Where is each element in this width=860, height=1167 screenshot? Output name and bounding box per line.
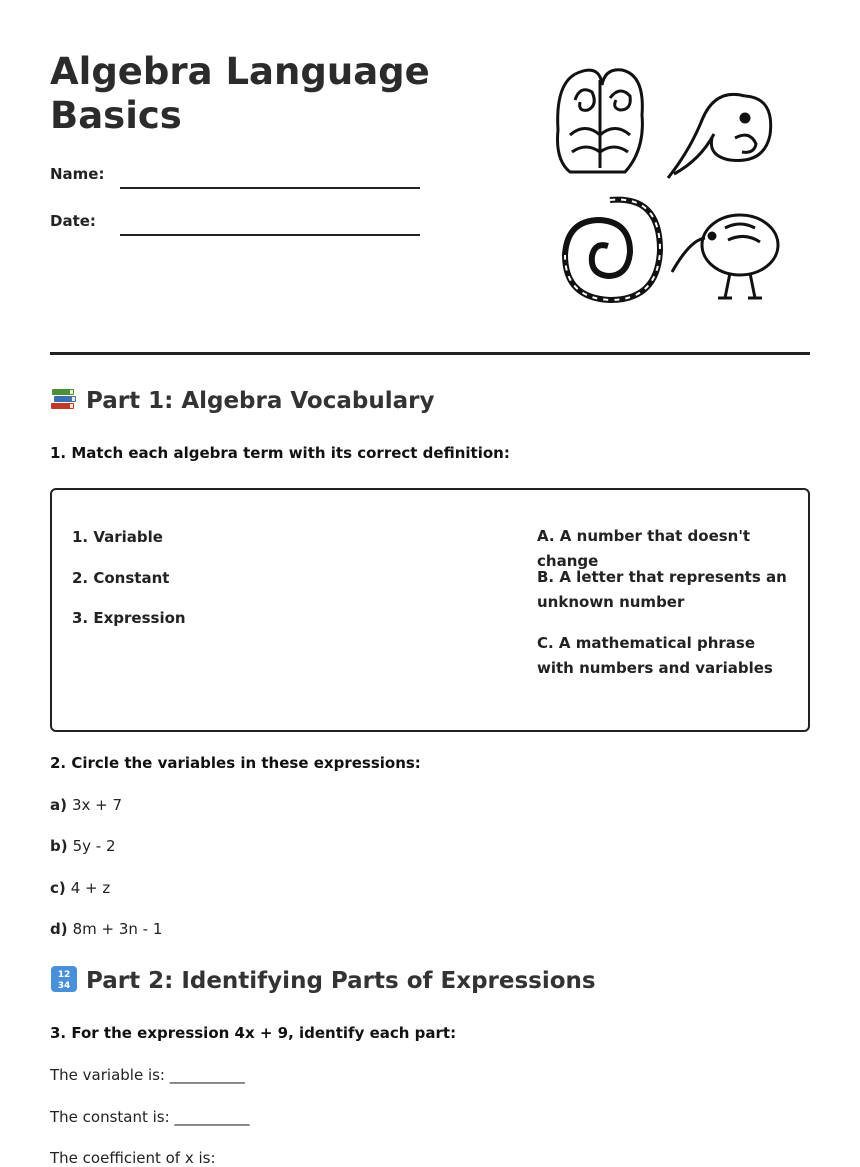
expression-value: 3x + 7 bbox=[71, 796, 123, 814]
bird-head-icon bbox=[668, 94, 771, 178]
expression-value: 8m + 3n - 1 bbox=[72, 920, 163, 938]
part2-heading bbox=[50, 966, 596, 994]
term-item: 2. Constant bbox=[72, 569, 170, 587]
worksheet-page bbox=[50, 0, 810, 1167]
books-icon bbox=[50, 386, 78, 412]
carved-ornament-icon bbox=[558, 70, 643, 172]
fill-in-blank[interactable]: The constant is: __________ bbox=[50, 1108, 250, 1126]
definition-item: B. A letter that represents an unknown number bbox=[537, 568, 787, 611]
expression-item bbox=[50, 879, 110, 897]
fill-in-blank[interactable]: The coefficient of x is: bbox=[50, 1149, 216, 1167]
part1-heading-text: Part 1: Algebra Vocabulary bbox=[86, 388, 435, 414]
definition-item: A. A number that doesn't change bbox=[537, 527, 751, 570]
date-label: Date: bbox=[50, 212, 96, 230]
definition-item: C. A mathematical phrase with numbers and variables bbox=[537, 634, 773, 677]
part2-heading-text: Part 2: Identifying Parts of Expressions bbox=[86, 968, 596, 994]
expression-label: a) bbox=[50, 796, 67, 814]
maori-art-illustrations bbox=[550, 60, 790, 310]
expression-label: c) bbox=[50, 879, 66, 897]
page-title: Algebra Language Basics bbox=[50, 50, 430, 137]
date-field bbox=[50, 212, 96, 230]
part1-heading bbox=[50, 386, 434, 414]
expression-item bbox=[50, 837, 116, 855]
svg-text:12: 12 bbox=[57, 970, 71, 980]
question-1: 1. Match each algebra term with its correct definition: bbox=[50, 444, 510, 462]
question-2: 2. Circle the variables in these expressions: bbox=[50, 754, 421, 772]
expression-label: b) bbox=[50, 837, 68, 855]
term-item: 1. Variable bbox=[72, 528, 163, 546]
name-field bbox=[50, 165, 104, 183]
name-blank-line[interactable] bbox=[120, 187, 420, 189]
matching-box bbox=[50, 488, 810, 732]
numbers-1234-icon bbox=[50, 966, 78, 992]
expression-item bbox=[50, 920, 162, 938]
koru-spiral-icon bbox=[565, 200, 660, 300]
kiwi-bird-icon bbox=[672, 215, 778, 298]
expression-item bbox=[50, 796, 122, 814]
fill-in-blank[interactable]: The variable is: __________ bbox=[50, 1066, 245, 1084]
name-label: Name: bbox=[50, 165, 105, 183]
term-item: 3. Expression bbox=[72, 609, 186, 627]
expression-value: 4 + z bbox=[70, 879, 111, 897]
svg-text:34: 34 bbox=[57, 981, 71, 991]
date-blank-line[interactable] bbox=[120, 234, 420, 236]
expression-value: 5y - 2 bbox=[72, 837, 116, 855]
expression-label: d) bbox=[50, 920, 68, 938]
question-3: 3. For the expression 4x + 9, identify each part: bbox=[50, 1024, 457, 1042]
worksheet-header bbox=[50, 0, 810, 355]
